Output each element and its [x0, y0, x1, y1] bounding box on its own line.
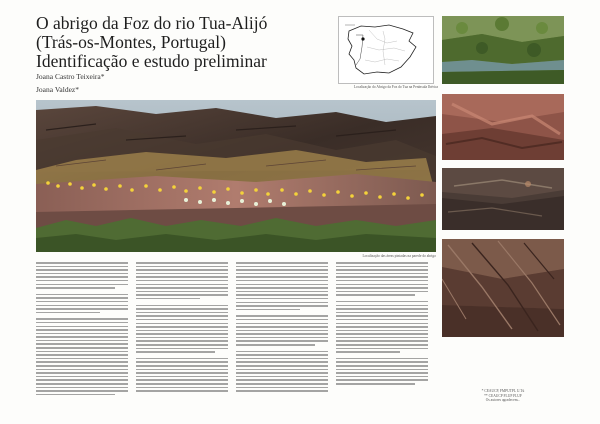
author-name: Joana Valdez*	[36, 85, 79, 94]
title-line: Identificação e estudo preliminar	[36, 51, 267, 71]
text-column	[336, 262, 428, 387]
title-line: (Trás-os-Montes, Portugal)	[36, 32, 226, 52]
landscape-graphic	[442, 16, 564, 84]
poster-title	[36, 14, 336, 71]
text-column	[236, 262, 328, 394]
rock-surface-photo	[442, 168, 564, 230]
title-line: O abrigo da Foz do rio Tua-Alijó	[36, 13, 268, 33]
footnote: * CEAUCP, FMPUTPL U.Tú	[481, 389, 525, 393]
text-column	[136, 262, 228, 394]
text-column	[36, 262, 128, 397]
footnote: ** CEAUCP FLUP FLUF	[484, 393, 522, 398]
iberia-map-graphic	[339, 17, 433, 83]
schist-wall-photo	[442, 239, 564, 337]
landscape-photo	[442, 16, 564, 84]
author-name: Joana Castro Teixeira*	[36, 72, 105, 81]
rock-shelter-graphic	[36, 100, 436, 252]
location-map	[338, 16, 434, 84]
main-photo-caption: Localização das áreas pintadas na parede do abrigo	[362, 254, 436, 258]
schist-wall-graphic	[442, 239, 564, 337]
rock-painting-graphic-1	[442, 94, 564, 160]
rock-painting-photo	[442, 94, 564, 160]
footnote: Os autores agradecem...	[485, 398, 521, 403]
footnotes	[442, 389, 564, 403]
map-caption: Localização do Abrigo da Foz do Tua na Península Ibérica	[353, 85, 438, 89]
rock-painting-graphic-2	[442, 168, 564, 230]
rock-shelter-photo	[36, 100, 436, 252]
